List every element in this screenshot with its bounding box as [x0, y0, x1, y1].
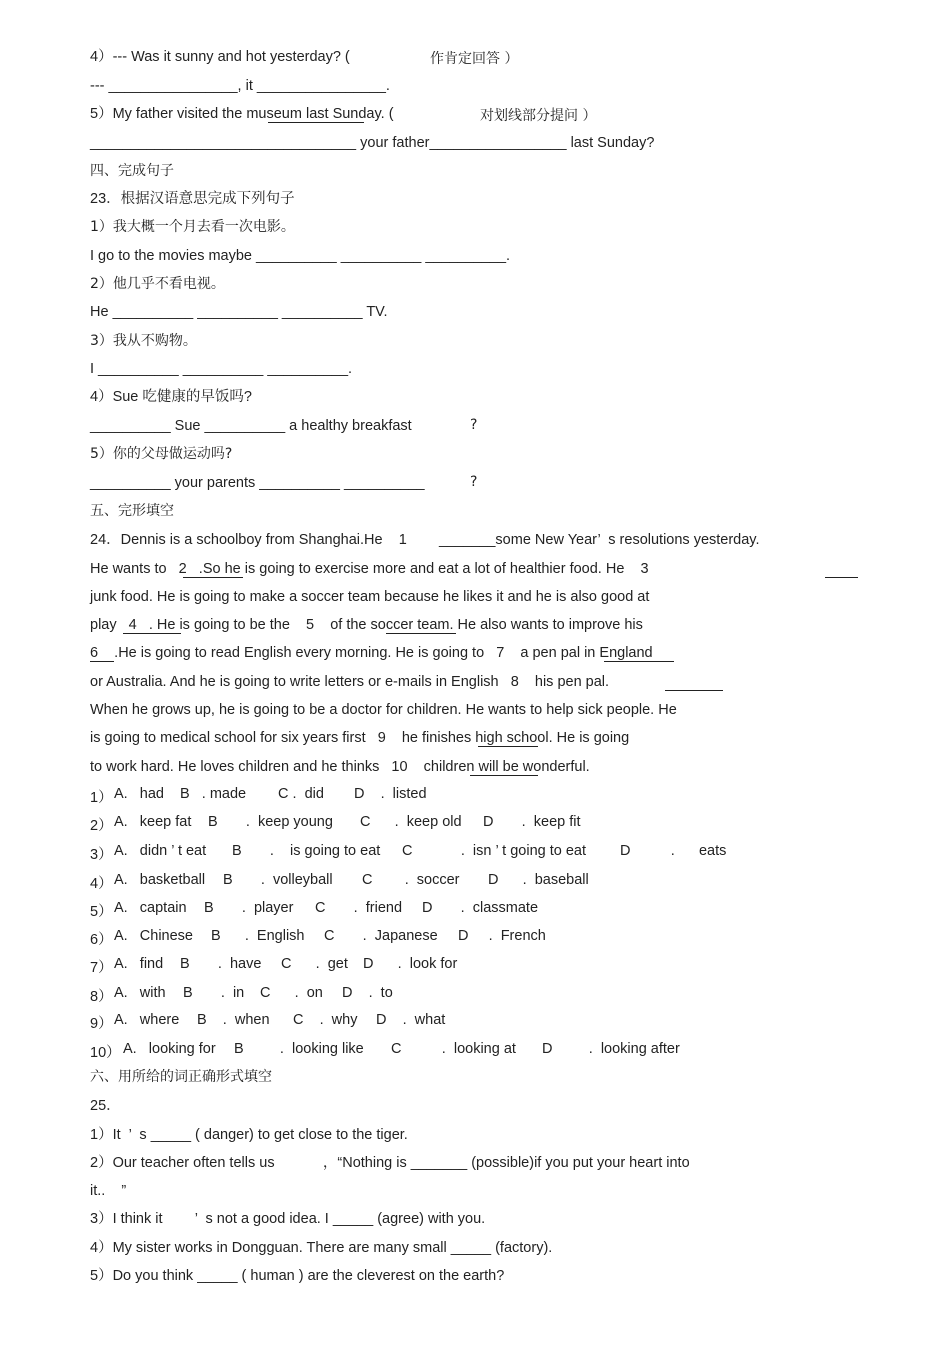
- q4-hint: 作肯定回答 ）: [430, 51, 519, 67]
- option-number: 6）: [90, 932, 113, 948]
- option-d: D . baseball: [488, 872, 589, 888]
- option-a: A. keep fat: [114, 814, 192, 830]
- fill-sentence-3: 3）I think it ’ s not a good idea. I _____ (agree) with you.: [90, 1211, 486, 1227]
- underline-mark: [268, 122, 364, 123]
- question-25-title: 25．: [90, 1098, 121, 1114]
- option-c: C . get: [281, 956, 348, 972]
- option-a: A. basketball: [114, 872, 206, 888]
- cloze-paragraph-line-1: 24．Dennis is a schoolboy from Shanghai.He 1 _______some New Year’ s resolutions yesterday.: [90, 532, 760, 548]
- q4-text: 4）--- Was it sunny and hot yesterday? (: [90, 49, 350, 65]
- option-b: B . made: [180, 786, 247, 802]
- blank-underline: [604, 661, 674, 662]
- cloze-paragraph-line-8: is going to medical school for six years first 9 he finishes high school. He is going: [90, 730, 630, 746]
- option-a: A. Chinese: [114, 928, 193, 944]
- option-a: A. find: [114, 956, 164, 972]
- option-c: C . friend: [315, 900, 403, 916]
- section-heading-5: 五、完形填空: [90, 503, 174, 519]
- sentence-5-chinese: 5）你的父母做运动吗?: [90, 446, 233, 462]
- sentence-3-chinese: 3）我从不购物。: [90, 333, 197, 349]
- sentence-4-chinese: 4）Sue 吃健康的早饭吗?: [90, 389, 252, 405]
- option-number: 1）: [90, 790, 113, 806]
- option-d: D . keep fit: [483, 814, 581, 830]
- option-c: C . on: [260, 985, 323, 1001]
- option-c: C . why: [293, 1012, 358, 1028]
- sentence-1-chinese: 1）我大概一个月去看一次电影。: [90, 219, 295, 235]
- option-d: D . to: [342, 985, 393, 1001]
- blank-underline: [90, 661, 114, 662]
- option-d: D . listed: [354, 786, 427, 802]
- blank-underline: [183, 577, 243, 578]
- option-c: C . Japanese: [324, 928, 438, 944]
- option-b: B . player: [204, 900, 294, 916]
- option-a: A. had: [114, 786, 164, 802]
- fill-sentence-2-continued: it.. ”: [90, 1183, 127, 1199]
- option-d: D . eats: [620, 843, 727, 859]
- option-c: C . looking at: [391, 1041, 516, 1057]
- option-c: C . isn ’ t going to eat: [402, 843, 587, 859]
- option-number: 4）: [90, 876, 113, 892]
- sentence-3-english: I __________ __________ __________.: [90, 361, 353, 377]
- sentence-1-english: I go to the movies maybe __________ __________ __________.: [90, 248, 511, 264]
- sentence-5-question-mark: ?: [470, 474, 478, 490]
- fill-sentence-1: 1）It ’ s _____ ( danger) to get close to the tiger.: [90, 1127, 408, 1143]
- sentence-2-chinese: 2）他几乎不看电视。: [90, 276, 225, 292]
- q5-answer-line: _________________________________ your father_________________ last Sunday?: [90, 135, 655, 151]
- option-b: B . when: [197, 1012, 270, 1028]
- option-b: B . in: [183, 985, 245, 1001]
- option-c: C . did: [278, 786, 324, 802]
- option-d: D . looking after: [542, 1041, 680, 1057]
- option-b: B . English: [211, 928, 305, 944]
- blank-underline: [386, 633, 456, 634]
- fill-sentence-5: 5）Do you think _____ ( human ) are the cleverest on the earth?: [90, 1268, 505, 1284]
- option-d: D . what: [376, 1012, 446, 1028]
- option-a: A. where: [114, 1012, 180, 1028]
- option-number: 7）: [90, 960, 113, 976]
- option-d: D . French: [458, 928, 546, 944]
- cloze-paragraph-line-6: or Australia. And he is going to write letters or e-mails in English 8 his pen pal.: [90, 674, 610, 690]
- option-a: A. didn ’ t eat: [114, 843, 207, 859]
- option-b: B . volleyball: [223, 872, 333, 888]
- option-b: B . is going to eat: [232, 843, 381, 859]
- option-number: 3）: [90, 847, 113, 863]
- blank-underline: [825, 577, 858, 578]
- cloze-paragraph-line-9: to work hard. He loves children and he thinks 10 children will be wonderful.: [90, 759, 590, 775]
- option-d: D . classmate: [422, 900, 539, 916]
- question-23-title: 23．根据汉语意思完成下列句子: [90, 191, 295, 207]
- option-d: D . look for: [363, 956, 458, 972]
- option-b: B . have: [180, 956, 262, 972]
- section-heading-4: 四、完成句子: [90, 163, 174, 179]
- sentence-4-question-mark: ?: [470, 417, 478, 433]
- q5-hint: 对划线部分提问 ）: [480, 108, 597, 124]
- sentence-4-english: __________ Sue __________ a healthy breakfast: [90, 418, 412, 434]
- option-b: B . keep young: [208, 814, 333, 830]
- fill-sentence-2: 2）Our teacher often tells us ，“Nothing is _______ (possible)if you put your heart into: [90, 1155, 690, 1171]
- option-c: C . keep old: [360, 814, 462, 830]
- blank-underline: [478, 746, 538, 747]
- blank-underline: [665, 690, 723, 691]
- cloze-paragraph-line-7: When he grows up, he is going to be a doctor for children. He wants to help sick people. He: [90, 702, 677, 718]
- option-number: 5）: [90, 904, 113, 920]
- option-a: A. captain: [114, 900, 187, 916]
- option-c: C . soccer: [362, 872, 460, 888]
- option-number: 2）: [90, 818, 113, 834]
- section-heading-6: 六、用所给的词正确形式填空: [90, 1069, 272, 1085]
- sentence-2-english: He __________ __________ __________ TV.: [90, 304, 388, 320]
- q4-answer-line: --- ________________, it ________________.: [90, 78, 390, 94]
- blank-underline: [123, 633, 181, 634]
- blank-underline: [470, 775, 538, 776]
- option-a: A. looking for: [123, 1041, 216, 1057]
- cloze-paragraph-line-3: junk food. He is going to make a soccer team because he likes it and he is also good at: [90, 589, 650, 605]
- q5-text: 5）My father visited the museum last Sunday. (: [90, 106, 394, 122]
- cloze-paragraph-line-4: play 4 . He is going to be the 5 of the soccer team. He also wants to improve his: [90, 617, 643, 633]
- option-a: A. with: [114, 985, 166, 1001]
- fill-sentence-4: 4）My sister works in Dongguan. There are many small _____ (factory).: [90, 1240, 553, 1256]
- option-b: B . looking like: [234, 1041, 364, 1057]
- option-number: 10）: [90, 1045, 121, 1061]
- option-number: 8）: [90, 989, 113, 1005]
- option-number: 9）: [90, 1016, 113, 1032]
- cloze-paragraph-line-5: 6 .He is going to read English every morning. He is going to 7 a pen pal in England: [90, 645, 653, 661]
- cloze-paragraph-line-2: He wants to 2 .So he is going to exercise more and eat a lot of healthier food. He 3: [90, 561, 649, 577]
- sentence-5-english: __________ your parents __________ __________: [90, 475, 425, 491]
